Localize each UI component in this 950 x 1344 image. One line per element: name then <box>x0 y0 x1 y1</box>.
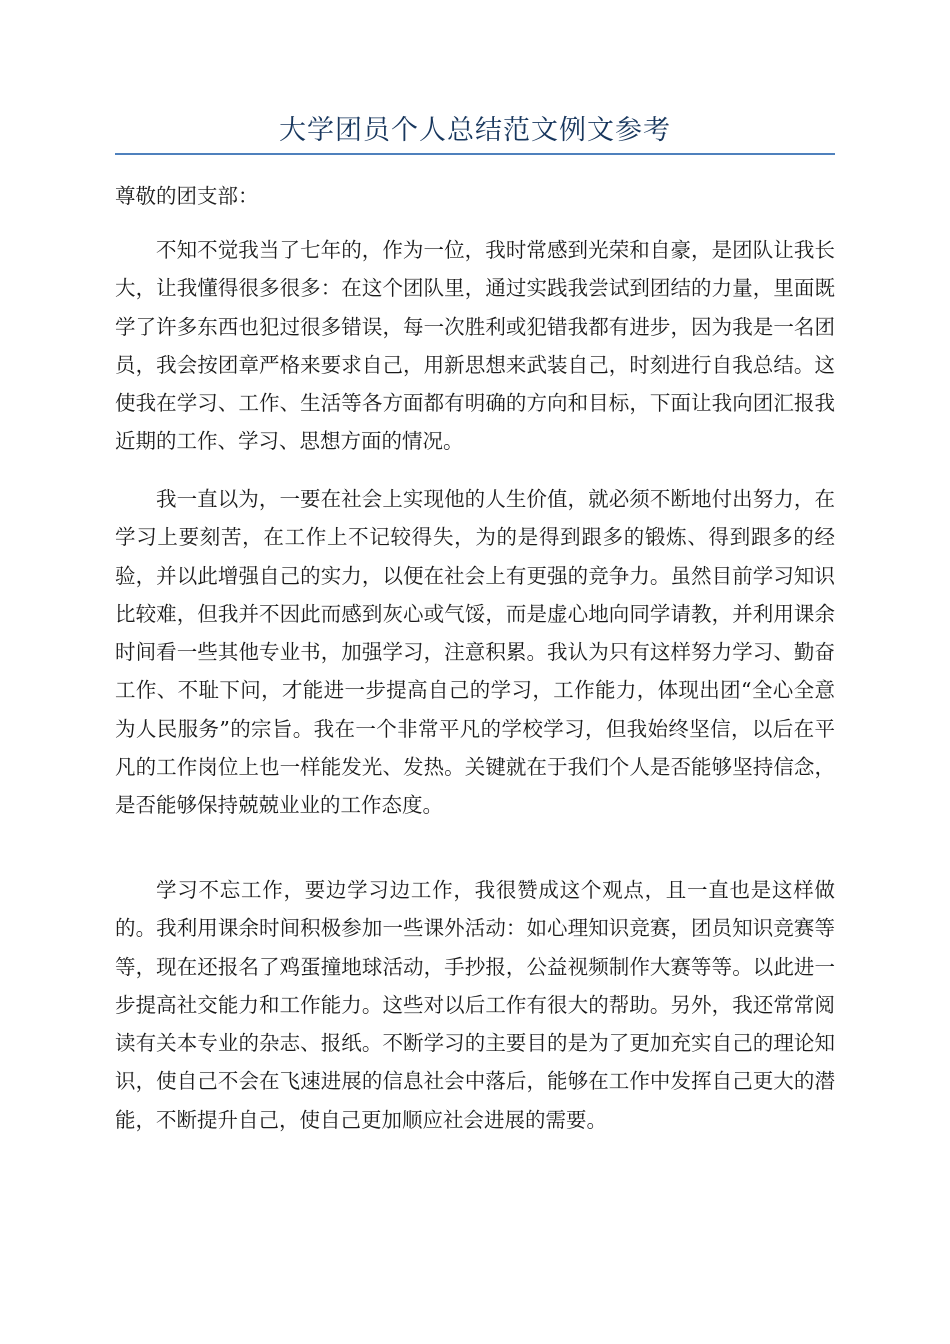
paragraph-1: 不知不觉我当了七年的，作为一位，我时常感到光荣和自豪，是团队让我长大，让我懂得很多很多：在这个团队里，通过实践我尝试到团结的力量，里面既学了许多东西也犯过很多错误，每一次胜利或犯错我都有进步，因为我是一名团员，我会按团章严格来要求自己，用新思想来武装自己，时刻进行自我总结。这使我在学习、工作、生活等各方面都有明确的方向和目标，下面让我向团汇报我近期的工作、学习、思想方面的情况。 <box>115 238 835 454</box>
paragraph-3: 学习不忘工作，要边学习边工作，我很赞成这个观点，且一直也是这样做的。我利用课余时间积极参加一些课外活动：如心理知识竞赛，团员知识竞赛等等，现在还报名了鸡蛋撞地球活动，手抄报，公益视频制作大赛等等。以此进一步提高社交能力和工作能力。这些对以后工作有很大的帮助。另外，我还常常阅读有关本专业的杂志、报纸。不断学习的主要目的是为了更加充实自己的理论知识，使自己不会在飞速进展的信息社会中落后，能够在工作中发挥自己更大的潜能，不断提升自己，使自己更加顺应社会进展的需要。 <box>115 878 835 1132</box>
document-title: 大学团员个人总结范文例文参考 <box>279 115 671 146</box>
title-underline <box>115 153 835 155</box>
salutation: 尊敬的团支部： <box>115 184 259 208</box>
paragraph-2: 我一直以为，一要在社会上实现他的人生价值，就必须不断地付出努力，在学习上要刻苦，在工作上不记较得失，为的是得到跟多的锻炼、得到跟多的经验，并以此增强自己的实力，以便在社会上有更强的竞争力。虽然目前学习知识比较难，但我并不因此而感到灰心或气馁，而是虚心地向同学请教，并利用课余时间看一些其他专业书，加强学习，注意积累。我认为只有这样努力学习、勤奋工作、不耻下问，才能进一步提高自己的学习，工作能力，体现出团“全心全意为人民服务”的宗旨。我在一个非常平凡的学校学习，但我始终坚信，以后在平凡的工作岗位上也一样能发光、发热。关键就在于我们个人是否能够坚持信念，是否能够保持兢兢业业的工作态度。 <box>115 487 835 818</box>
